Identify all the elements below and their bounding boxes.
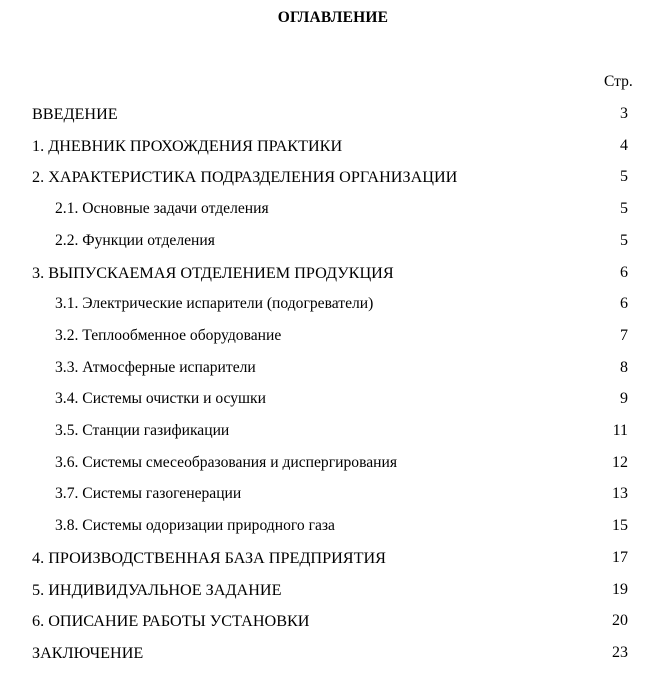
toc-entry-title: 6. ОПИСАНИЕ РАБОТЫ УСТАНОВКИ	[32, 612, 310, 630]
toc-entry-title: 3.7. Системы газогенерации	[55, 485, 242, 502]
toc-entry-page-number: 5	[620, 200, 628, 217]
toc-entry-title: 3.4. Системы очистки и осушки	[55, 390, 266, 407]
toc-entry-title: ЗАКЛЮЧЕНИЕ	[32, 644, 144, 662]
toc-entry-page-number: 9	[620, 390, 628, 407]
toc-entry-page-number: 19	[612, 581, 628, 598]
toc-entry	[0, 483, 666, 505]
toc-entry-title: 3.3. Атмосферные испарители	[55, 359, 256, 376]
toc-entry	[0, 357, 666, 379]
toc-entry-title: 3.2. Теплообменное оборудование	[55, 327, 282, 344]
toc-entry	[0, 579, 666, 601]
toc-entry-title: 1. ДНЕВНИК ПРОХОЖДЕНИЯ ПРАКТИКИ	[32, 137, 343, 155]
toc-entry-page-number: 4	[620, 137, 628, 154]
toc-entry	[0, 135, 666, 157]
toc-entry-page-number: 11	[612, 422, 628, 439]
toc-entry	[0, 420, 666, 442]
toc-entry-page-number: 6	[620, 264, 628, 281]
toc-entry-page-number: 20	[612, 612, 628, 629]
toc-entry-title: 4. ПРОИЗВОДСТВЕННАЯ БАЗА ПРЕДПРИЯТИЯ	[32, 549, 386, 567]
toc-entry-page-number: 15	[612, 517, 628, 534]
toc-entry-title: 2.2. Функции отделения	[55, 232, 215, 249]
toc-entry	[0, 610, 666, 632]
toc-entry	[0, 547, 666, 569]
toc-entry	[0, 515, 666, 537]
toc-entry-title: 2.1. Основные задачи отделения	[55, 200, 269, 217]
page-column-label: Стр.	[604, 73, 633, 90]
toc-entry	[0, 103, 666, 125]
toc-entry	[0, 230, 666, 252]
toc-entry-page-number: 7	[620, 327, 628, 344]
page-title: ОГЛАВЛЕНИЕ	[277, 9, 389, 26]
toc-entry-page-number: 3	[620, 105, 628, 122]
toc-entry-page-number: 5	[620, 232, 628, 249]
toc-entry-page-number: 17	[612, 549, 628, 566]
toc-entry-title: 3.6. Системы смесеобразования и диспергирования	[55, 454, 398, 471]
toc-entry	[0, 293, 666, 315]
toc-entry-page-number: 5	[620, 168, 628, 185]
toc-entry-page-number: 12	[612, 454, 628, 471]
toc-entry-title: 3.5. Станции газификации	[55, 422, 230, 439]
toc-entry	[0, 642, 666, 664]
toc-entry-page-number: 23	[612, 644, 628, 661]
toc-entry-title: 3. ВЫПУСКАЕМАЯ ОТДЕЛЕНИЕМ ПРОДУКЦИЯ	[32, 264, 394, 282]
toc-entry-title: 2. ХАРАКТЕРИСТИКА ПОДРАЗДЕЛЕНИЯ ОРГАНИЗАЦИИ	[32, 168, 458, 186]
toc-entry	[0, 166, 666, 188]
toc-entry-title: 5. ИНДИВИДУАЛЬНОЕ ЗАДАНИЕ	[32, 581, 282, 599]
toc-entry	[0, 198, 666, 220]
toc-entry-page-number: 13	[612, 485, 628, 502]
toc-entry	[0, 325, 666, 347]
toc-entry-page-number: 8	[620, 359, 628, 376]
toc-entry-page-number: 6	[620, 295, 628, 312]
toc-entry-title: 3.1. Электрические испарители (подогреватели)	[55, 295, 374, 312]
toc-entry	[0, 262, 666, 284]
toc-entry-title: ВВЕДЕНИЕ	[32, 105, 118, 123]
toc-entry	[0, 388, 666, 410]
toc-entry-title: 3.8. Системы одоризации природного газа	[55, 517, 335, 534]
toc-entry	[0, 452, 666, 474]
